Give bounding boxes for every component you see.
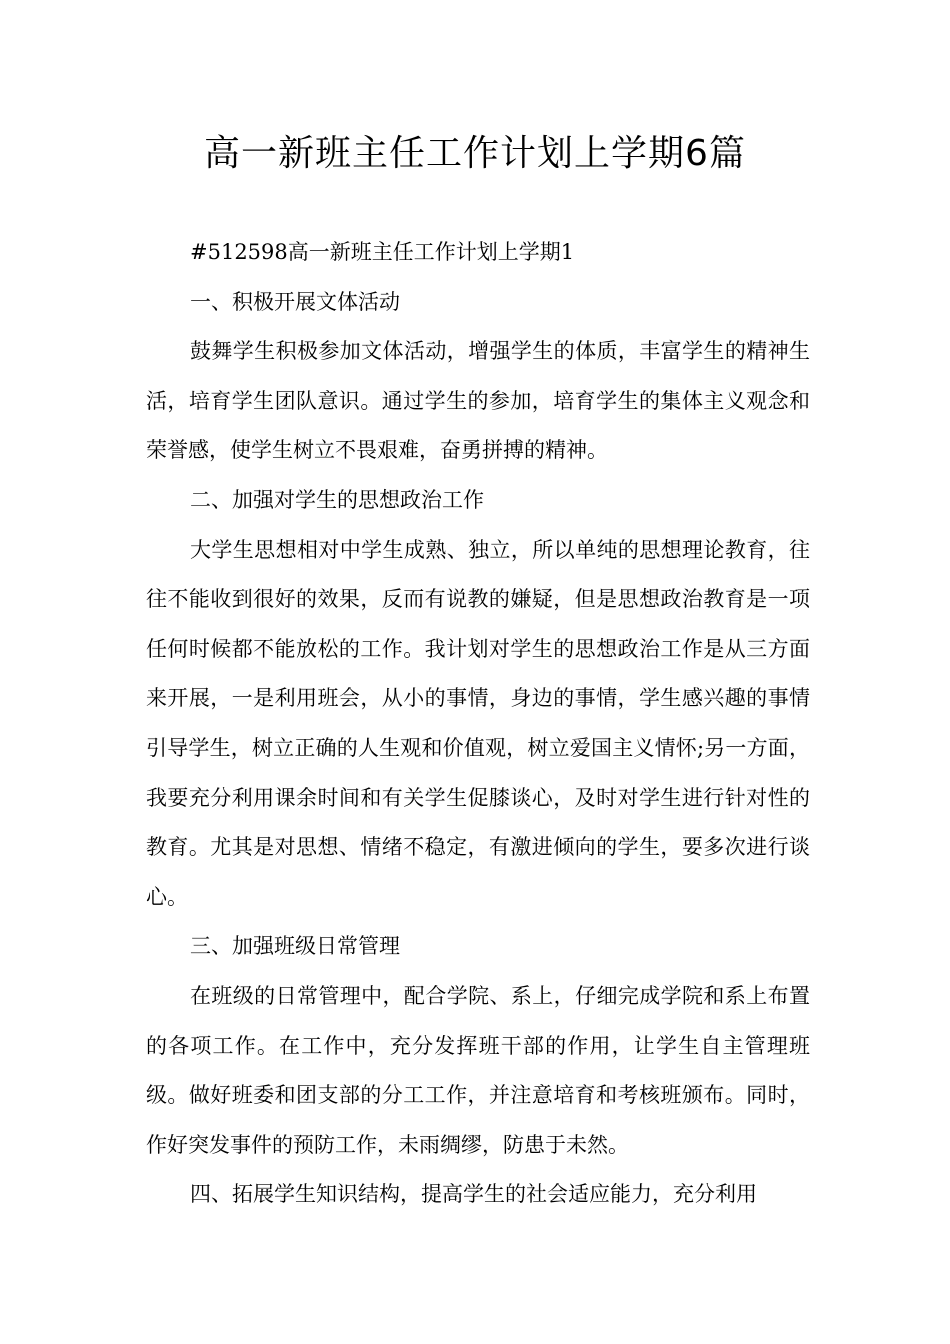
paragraph: 大学生思想相对中学生成熟、独立，所以单纯的思想理论教育，往往不能收到很好的效果，反而有说教的嫌疑，但是思想政治教育是一项任何时候都不能放松的工作。我计划对学生的思想政治工作是从三方面来开展，一是利用班会，从小的事情，身边的事情，学生感兴趣的事情引导学生，树立正确的人生观和价值观，树立爱国主义情怀;另一方面，我要充分利用课余时间和有关学生促膝谈心，及时对学生进行针对性的教育。尤其是对思想、情绪不稳定，有激进倾向的学生，要多次进行谈心。 xyxy=(146,537,810,909)
section-heading: 二、加强对学生的思想政治工作 xyxy=(190,487,484,512)
document-body xyxy=(146,228,810,1220)
section-heading: 三、加强班级日常管理 xyxy=(190,934,400,959)
paragraph: 在班级的日常管理中，配合学院、系上，仔细完成学院和系上布置的各项工作。在工作中，充分发挥班干部的作用，让学生自主管理班级。做好班委和团支部的分工工作，并注意培育和考核班颁布。同时，作好突发事件的预防工作，未雨绸缪，防患于未然。 xyxy=(146,983,810,1157)
paragraph: 四、拓展学生知识结构，提高学生的社会适应能力，充分利用 xyxy=(190,1182,757,1207)
section-heading: 一、积极开展文体活动 xyxy=(190,289,400,314)
paragraph: 鼓舞学生积极参加文体活动，增强学生的体质，丰富学生的精神生活，培育学生团队意识。通过学生的参加，培育学生的集体主义观念和荣誉感，使学生树立不畏艰难，奋勇拼搏的精神。 xyxy=(146,339,810,463)
document-title: 高一新班主任工作计划上学期6篇 xyxy=(204,133,746,174)
doc-number-line: #512598高一新班主任工作计划上学期1 xyxy=(190,240,575,264)
